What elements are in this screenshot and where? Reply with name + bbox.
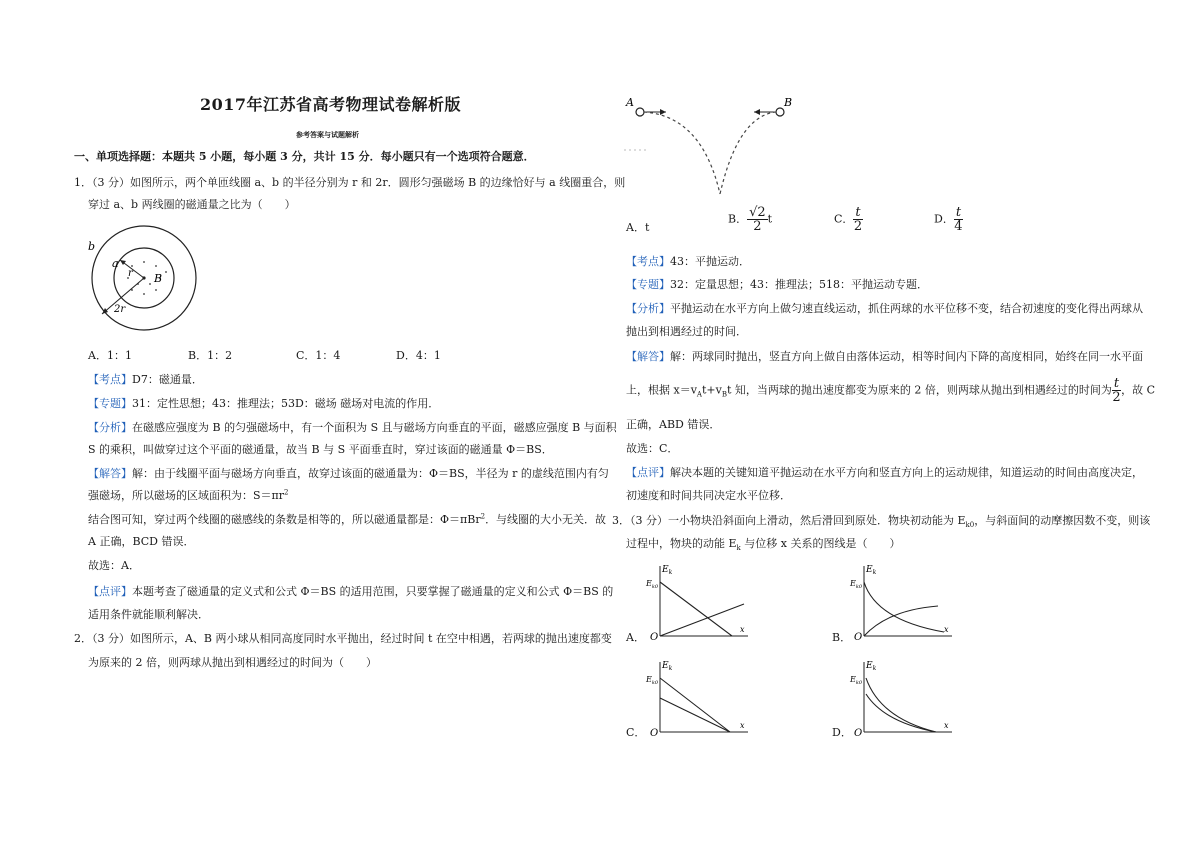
q1-jieda-line5: 故选：A． [88, 559, 140, 572]
dianping-tag: 【点评】 [88, 585, 132, 598]
q1-option-a: A．1：1 [88, 349, 132, 362]
trajectory-b [720, 112, 776, 194]
svg-text:Ek0: $E_{k0}$ [646, 579, 659, 590]
label-2r: 2r [114, 304, 126, 315]
q1-option-b: B．1：2 [188, 349, 233, 362]
q1-dianping-line1: 【点评】本题考查了磁通量的定义式和公式 Φ＝BS 的适用范围，只要掌握了磁通量的定义和公式 Φ＝BS 的 [88, 585, 614, 598]
q2-dianping-line1: 【点评】解决本题的关键知道平抛运动在水平方向和竖直方向上的运动规律，知道运动的时间由高度决定， [626, 466, 1143, 479]
q3-option-d-label: D． [832, 726, 852, 739]
svg-text:Ek: $E_k$ [662, 661, 673, 672]
q1-stem-line2: 穿过 a、b 两线圈的磁通量之比为（ ） [88, 198, 296, 211]
q2-kaodian: 【考点】43：平抛运动． [626, 255, 750, 268]
q3-option-b-label: B． [832, 631, 852, 644]
label-a: a [112, 257, 119, 270]
ball-a [636, 108, 644, 116]
svg-text:Ek: $E_k$ [866, 661, 877, 672]
q1-fenxi-line1: 【分析】在磁感应强度为 B 的匀强磁场中，有一个面积为 S 且与磁场方向垂直的平面，磁感应强度 B 与面积 [88, 421, 617, 434]
q1-zhuanti: 【专题】31：定性思想；43：推理法；53D：磁场 磁场对电流的作用． [88, 397, 440, 410]
svg-text:Ek0: $E_{k0}$ [646, 675, 659, 686]
svg-text:Ek0: $E_{k0}$ [850, 579, 863, 590]
label-B: B [784, 96, 793, 109]
q2-dianping-line2: 初速度和时间共同决定水平位移． [626, 489, 791, 502]
q1-stem-line1: 1．（3 分）如图所示，两个单匝线圈 a、b 的半径分别为 r 和 2r．圆形匀强磁场 B 的边缘恰好与 a 线圈重合，则 [74, 176, 626, 189]
q2-jieda-line1: 【解答】解：两球同时抛出，竖直方向上做自由落体运动，相等时间内下降的高度相同，始终在同一水平面 [626, 350, 1143, 363]
section-heading: 一、单项选择题：本题共 5 小题，每小题 3 分，共计 15 分．每小题只有一个选项符合题意． [74, 150, 535, 163]
svg-text:Ek: $E_k$ [662, 565, 673, 576]
q2-stem-line1: 2．（3 分）如图所示，A、B 两小球从相同高度同时水平抛出，经过时间 t 在空中相遇，若两球的抛出速度都变 [74, 632, 612, 645]
page-subtitle: 参考答案与试题解析 [296, 130, 359, 139]
svg-text:O: O [854, 632, 863, 643]
kaodian-tag: 【考点】 [88, 373, 132, 386]
svg-text:Ek: $E_k$ [866, 565, 877, 576]
q2-trajectory-figure [622, 92, 802, 202]
q3-graph-d [848, 656, 960, 740]
q1-fenxi-line2: S 的乘积，叫做穿过这个平面的磁通量，故当 B 与 S 平面垂直时，穿过该面的磁通量 Φ＝BS． [88, 443, 553, 456]
zhuanti-tag: 【专题】 [88, 397, 132, 410]
q1-kaodian: 【考点】D7：磁通量． [88, 373, 203, 386]
q1-option-c: C．1：4 [296, 349, 341, 362]
svg-text:O: O [854, 728, 863, 739]
fenxi-tag: 【分析】 [88, 421, 132, 434]
jieda-tag: 【解答】 [88, 467, 132, 480]
trajectory-a [644, 112, 720, 194]
q2-option-c: C． $\frac{t}{2}$ [834, 205, 863, 234]
q2-fenxi-line1: 【分析】平抛运动在水平方向上做匀速直线运动，抓住两球的水平位移不变，结合初速度的变化得出两球从 [626, 302, 1143, 315]
q2-jieda-line2: 上，根据 $x=v_At+v_Bt$ 知，当两球的抛出速度都变为原来的 2 倍，则两球从抛出到相遇经过的时间为 $\frac{t}{2}$ ，故 C [626, 376, 1156, 405]
q2-fenxi-line2: 抛出到相遇经过的时间． [626, 325, 747, 338]
q2-jieda-line4: 故选：C． [626, 442, 679, 455]
q2-option-d: D． $\frac{t}{4}$ [934, 205, 963, 234]
q3-graph-c [644, 656, 756, 740]
q2-stem-line2: 为原来的 2 倍，则两球从抛出到相遇经过的时间为（ ） [88, 656, 377, 669]
q3-graph-b [848, 560, 960, 644]
svg-text:x: x [944, 721, 949, 730]
q2-option-b: B． $\frac{√2}{2}$ t [728, 205, 773, 234]
svg-text:x: x [944, 625, 949, 634]
q3-graph-a [644, 560, 756, 644]
q3-option-a-label: A． [626, 631, 645, 644]
label-b: b [88, 240, 96, 253]
center-dot [142, 276, 145, 279]
q3-stem-line1: 3．（3 分）一小物块沿斜面向上滑动，然后滑回到原处．物块初动能为 $E_{k0}$，与斜面间的动摩擦因数不变，则该 [612, 514, 1151, 530]
label-r: r [128, 268, 133, 279]
ball-b [776, 108, 784, 116]
q2-option-a: A．t [626, 221, 650, 234]
svg-text:Ek0: $E_{k0}$ [850, 675, 863, 686]
q1-coil-figure [84, 220, 204, 340]
svg-text:O: O [650, 728, 659, 739]
svg-text:x: x [740, 721, 745, 730]
q1-jieda-line4: A 正确，BCD 错误． [88, 535, 195, 548]
q2-zhuanti: 【专题】32：定量思想；43：推理法；518：平抛运动专题． [626, 278, 928, 291]
q3-option-c-label: C． [626, 726, 646, 739]
q1-jieda-line1: 【解答】解：由于线圈平面与磁场方向垂直，故穿过该面的磁通量为：Φ＝BS，半径为 r 的虚线范围内有匀 [88, 467, 609, 480]
q2-jieda-line3: 正确，ABD 错误． [626, 418, 721, 431]
q1-dianping-line2: 适用条件就能顺利解决． [88, 608, 209, 621]
q1-option-d: D．4：1 [396, 349, 441, 362]
q1-jieda-line2: 强磁场，所以磁场的区域面积为：$S=\pi r^2$ [88, 488, 289, 502]
label-B: B [154, 272, 163, 285]
label-A: A [626, 96, 634, 109]
q1-jieda-line3: 结合图可知，穿过两个线圈的磁感线的条数是相等的，所以磁通量都是：Φ＝πBr$^2$．与线圈的大小无关．故 [88, 512, 607, 526]
q3-stem-line2: 过程中，物块的动能 $E_k$ 与位移 x 关系的图线是（ ） [626, 537, 901, 553]
svg-text:O: O [650, 632, 659, 643]
page-title: 2017年江苏省高考物理试卷解析版 [200, 95, 462, 114]
svg-text:x: x [740, 625, 745, 634]
